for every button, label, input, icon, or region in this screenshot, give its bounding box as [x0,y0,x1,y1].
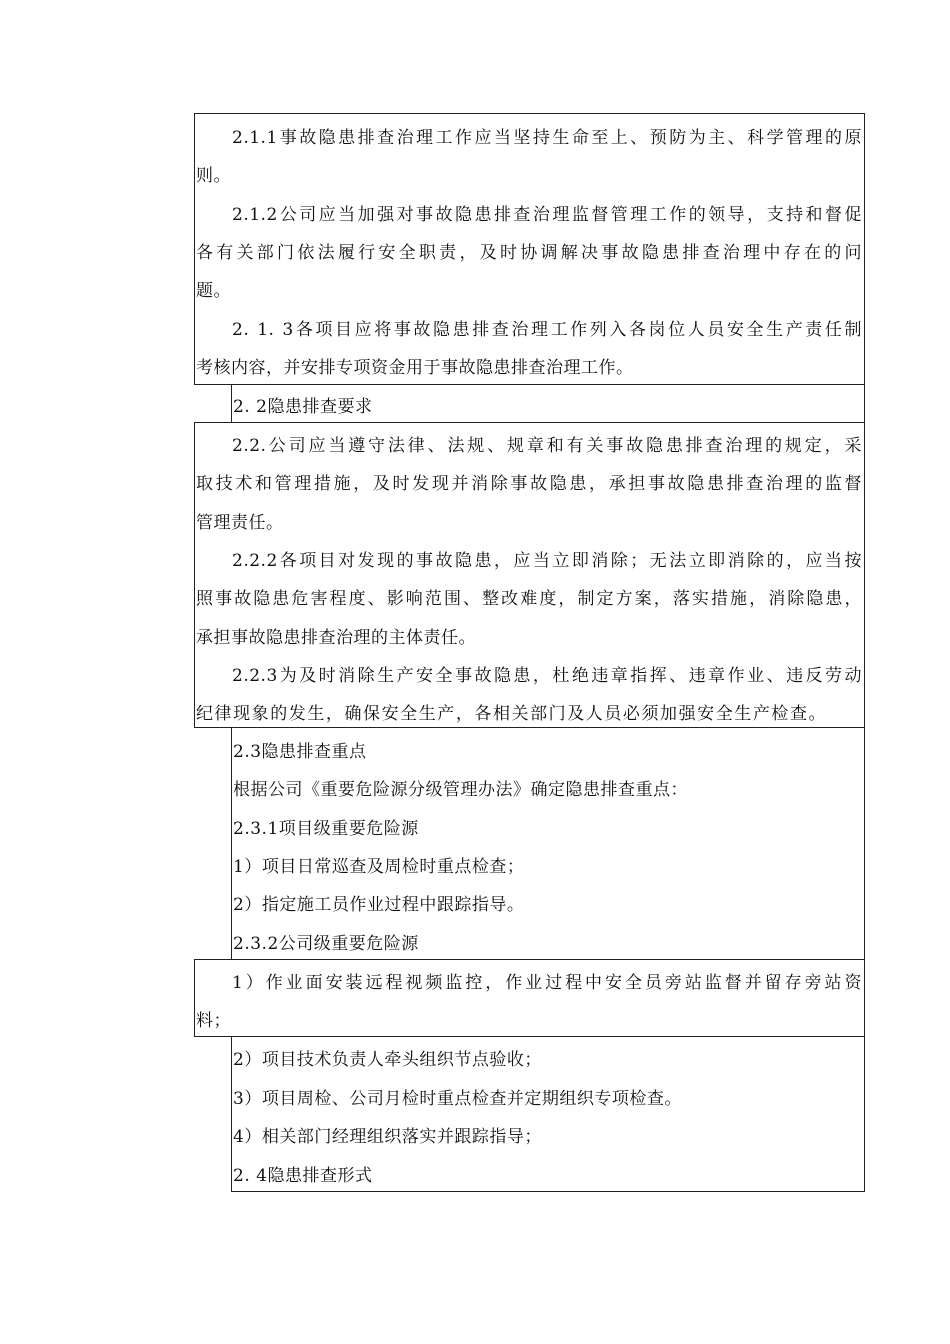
para-2-1-1-line-1: 2.1.1事故隐患排查治理工作应当坚持生命至上、预防为主、科学管理的原 [232,128,862,148]
section-2-3-2-item-1-line-1: 1）作业面安装远程视频监控，作业过程中安全员旁站监督并留存旁站资 [232,973,862,993]
para-2-2-2-line-3: 承担事故隐患排查治理的主体责任。 [196,628,476,648]
section-2-3-2-item-1-box [194,959,865,1037]
section-2-4-heading: 2. 4隐患排查形式 [233,1166,373,1186]
para-2-2-2-line-2: 照事故隐患危害程度、影响范围、整改难度，制定方案，落实措施，消除隐患， [196,589,862,609]
section-2-2-heading: 2. 2隐患排查要求 [233,397,373,417]
para-2-2-2-line-1: 2.2.2各项目对发现的事故隐患，应当立即消除；无法立即消除的，应当按 [232,551,862,571]
section-2-3-2-item-2: 2）项目技术负责人牵头组织节点验收； [233,1050,542,1070]
para-2-1-1-line-2: 则。 [196,166,231,186]
para-2-1-2-line-1: 2.1.2公司应当加强对事故隐患排查治理监督管理工作的领导，支持和督促 [232,205,862,225]
section-2-3-2-item-3: 3）项目周检、公司月检时重点检查并定期组织专项检查。 [233,1089,682,1109]
section-2-3-1-item-2: 2）指定施工员作业过程中跟踪指导。 [233,895,525,915]
para-2-2-1-line-3: 管理责任。 [196,513,284,533]
section-2-3-1-heading: 2.3.1项目级重要危险源 [233,819,419,839]
para-2-2-3-line-2: 纪律现象的发生，确保安全生产，各相关部门及人员必须加强安全生产检查。 [196,704,826,724]
para-2-2-1-line-1: 2.2.公司应当遵守法律、法规、规章和有关事故隐患排查治理的规定，采 [232,436,862,456]
section-2-3-heading: 2.3隐患排查重点 [233,742,367,762]
section-2-3-2-item-1-line-2: 料； [196,1011,231,1031]
para-2-1-2-line-2: 各有关部门依法履行安全职责，及时协调解决事故隐患排查治理中存在的问 [196,243,862,263]
para-2-2-3-line-1: 2.2.3为及时消除生产安全事故隐患，杜绝违章指挥、违章作业、违反劳动 [232,666,862,686]
para-2-2-1-line-2: 取技术和管理措施，及时发现并消除事故隐患，承担事故隐患排查治理的监督 [196,474,862,494]
para-2-1-2-line-3: 题。 [196,281,231,301]
para-2-1-3-line-1: 2. 1. 3各项目应将事故隐患排查治理工作列入各岗位人员安全生产责任制 [232,320,862,340]
section-2-3-2-heading: 2.3.2公司级重要危险源 [233,934,419,954]
section-2-3-2-item-4: 4）相关部门经理组织落实并跟踪指导； [233,1127,542,1147]
para-2-1-3-line-2: 考核内容，并安排专项资金用于事故隐患排查治理工作。 [196,358,634,378]
section-2-3-1-item-1: 1）项目日常巡查及周检时重点检查； [233,857,525,877]
section-2-3-intro: 根据公司《重要危险源分级管理办法》确定隐患排查重点： [233,780,688,800]
